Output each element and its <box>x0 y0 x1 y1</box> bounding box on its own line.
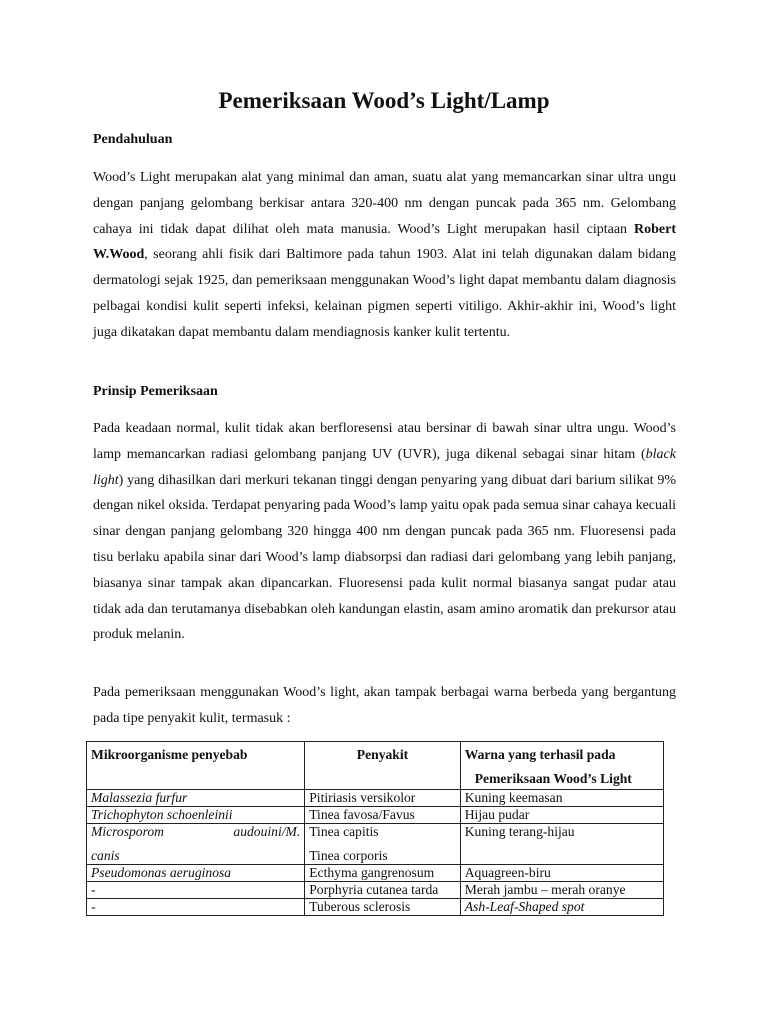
header-disease: Penyakit <box>305 742 461 790</box>
cell-organism-line2: canis <box>91 848 120 863</box>
black-light-term: black light <box>93 446 676 488</box>
table-row <box>87 790 664 807</box>
cell-color: Merah jambu – merah oranye <box>460 882 663 899</box>
section-heading-prinsip: Prinsip Pemeriksaan <box>93 384 218 399</box>
organism-genus: Microsporom <box>91 824 164 839</box>
table-row <box>87 807 664 824</box>
table-row <box>87 865 664 882</box>
cell-disease-line2: Tinea corporis <box>309 848 388 863</box>
cell-color: Ash-Leaf-Shaped spot <box>460 899 663 916</box>
paragraph-table-intro: Pada pemeriksaan menggunakan Wood’s light, akan tampak berbagai warna berbeda yang bergantung pada tipe penyakit kulit, termasuk : <box>93 685 676 726</box>
cell-disease: Pitiriasis versikolor <box>305 790 461 807</box>
paragraph-principle-text-1: Pada keadaan normal, kulit tidak akan berfloresensi atau bersinar di bawah sinar ultra ungu. Wood’s lamp memancarkan radiasi gelombang panjang UV (UVR), juga dikenal sebagai sinar hitam ( <box>93 421 676 462</box>
paragraph-principle-text-2: ) yang dihasilkan dari merkuri tekanan tinggi dengan penyaring yang dibuat dari barium silikat 9% dengan nikel oksida. Terdapat penyaring pada Wood’s lamp yaitu opak pada semua sinar cahaya kecuali sinar dengan panjang gelombang 320 hingga 400 nm dengan puncak pada 365 nm. Fluoresensi pada tisu berlaku apabila sinar dari Wood’s lamp diabsorpsi dan radiasi dari gelombang yang lebih panjang, biasanya sinar tampak akan dipancarkan. Fluoresensi pada kulit normal biasanya sangat pudar atau tidak ada dan terutamanya disebabkan oleh kandungan elastin, asam amino aromatik dan prekursor atau produk melanin. <box>93 472 676 643</box>
header-organism: Mikroorganisme penyebab <box>87 742 305 790</box>
table-row <box>87 899 664 916</box>
cell-organism: Pseudomonas aeruginosa <box>87 865 305 882</box>
cell-organism-line1 <box>91 824 300 840</box>
cell-organism: - <box>87 899 305 916</box>
cell-disease: Ecthyma gangrenosum <box>305 865 461 882</box>
author-name: Robert W.Wood <box>93 221 676 263</box>
cell-organism <box>87 824 305 865</box>
table-header-row <box>87 742 664 790</box>
paragraph-introduction-text-2: , seorang ahli fisik dari Baltimore pada tahun 1903. Alat ini telah digunakan dalam bidang dermatologi sejak 1925, dan pemeriksaan menggunakan Wood’s light dapat membantu dalam diagnosis pelbagai kondisi kulit seperti infeksi, kelainan pigmen seperti vitiligo. Akhir-akhir ini, Wood’s light juga dikatakan dapat membantu dalam mendiagnosis kanker kulit tertentu. <box>93 247 676 340</box>
header-color <box>460 742 663 790</box>
cell-disease: Porphyria cutanea tarda <box>305 882 461 899</box>
cell-color: Kuning keemasan <box>460 790 663 807</box>
paragraph-principle <box>93 416 676 648</box>
cell-organism: - <box>87 882 305 899</box>
cell-organism: Trichophyton schoenleinii <box>87 807 305 824</box>
table-row <box>87 882 664 899</box>
cell-disease <box>305 824 461 865</box>
cell-disease: Tuberous sclerosis <box>305 899 461 916</box>
paragraph-introduction-text-1: Wood’s Light merupakan alat yang minimal dan aman, suatu alat yang memancarkan sinar ultra ungu dengan panjang gelombang berkisar antara 320-400 nm dengan puncak pada 365 nm. Gelombang cahaya ini tidak dapat dilihat oleh mata manusia. Wood’s Light merupakan hasil ciptaan <box>93 170 676 237</box>
header-color-line2: Pemeriksaan Wood’s Light <box>474 771 632 786</box>
cell-color: Hijau pudar <box>460 807 663 824</box>
section-heading-pendahuluan: Pendahuluan <box>93 132 173 147</box>
table-row <box>87 824 664 865</box>
cell-disease-line1: Tinea capitis <box>309 824 379 839</box>
organism-species: audouini/M. <box>233 824 301 839</box>
cell-organism: Malassezia furfur <box>87 790 305 807</box>
cell-disease: Tinea favosa/Favus <box>305 807 461 824</box>
paragraph-introduction <box>93 165 676 346</box>
page-title: Pemeriksaan Wood’s Light/Lamp <box>218 88 550 113</box>
cell-color: Aquagreen-biru <box>460 865 663 882</box>
woods-light-table <box>86 741 664 916</box>
cell-color: Kuning terang-hijau <box>460 824 663 865</box>
header-color-line1: Warna yang terhasil pada <box>464 747 616 762</box>
